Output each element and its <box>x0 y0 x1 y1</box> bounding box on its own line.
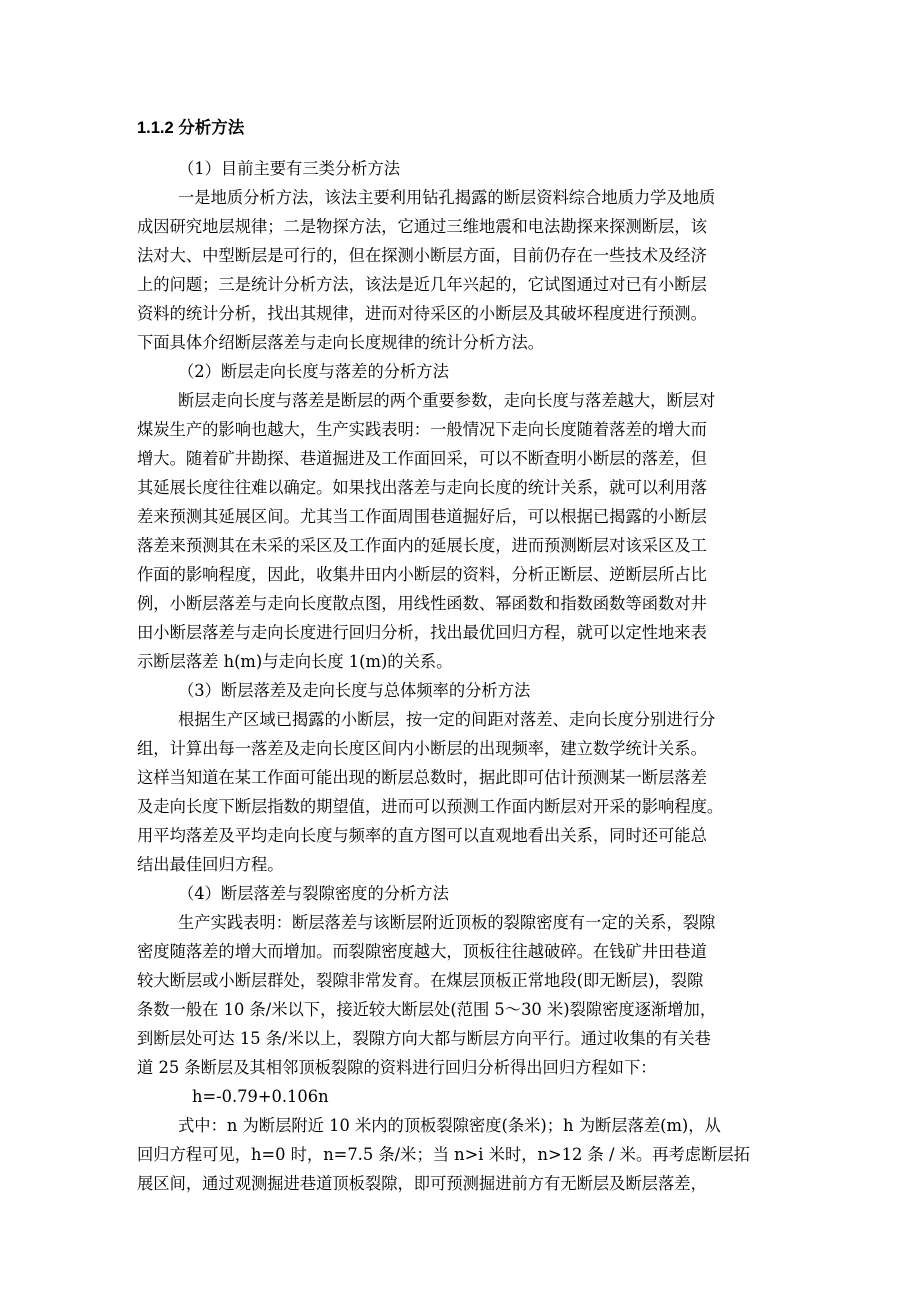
paragraph-line: 上的问题；三是统计分析方法，该法是近几年兴起的，它试图通过对已有小断层 <box>137 275 707 294</box>
paragraph-line: 用平均落差及平均走向长度与频率的直方图可以直观地看出关系，同时还可能总 <box>137 826 707 845</box>
paragraph-line: 回归方程可见，h=0 时，n=7.5 条/米；当 n>i 米时，n>12 条 / 米。再考虑断层拓 <box>137 1145 750 1164</box>
subheading-4: （4）断层落差与裂隙密度的分析方法 <box>178 884 449 903</box>
paragraph-line: 展区间，通过观测掘进巷道顶板裂隙，即可预测掘进前方有无断层及断层落差， <box>137 1174 707 1193</box>
paragraph-line: 到断层处可达 15 条/米以上，裂隙方向大都与断层方向平行。通过收集的有关巷 <box>137 1029 711 1048</box>
paragraph-line: 道 25 条断层及其相邻顶板裂隙的资料进行回归分析得出回归方程如下： <box>137 1058 657 1077</box>
regression-formula: h=-0.79+0.106n <box>192 1087 329 1106</box>
paragraph-line: 生产实践表明：断层落差与该断层附近顶板的裂隙密度有一定的关系，裂隙 <box>178 913 716 932</box>
paragraph-line: 断层走向长度与落差是断层的两个重要参数，走向长度与落差越大，断层对 <box>178 391 716 410</box>
paragraph-line: 一是地质分析方法，该法主要利用钻孔揭露的断层资料综合地质力学及地质 <box>178 188 716 207</box>
section-heading: 1.1.2 分析方法 <box>137 119 245 137</box>
paragraph-line: 其延展长度往往难以确定。如果找出落差与走向长度的统计关系，就可以利用落 <box>137 478 707 497</box>
paragraph-line: 较大断层或小断层群处，裂隙非常发育。在煤层顶板正常地段(即无断层)，裂隙 <box>137 971 704 990</box>
paragraph-line: 田小断层落差与走向长度进行回归分析，找出最优回归方程，就可以定性地来表 <box>137 623 707 642</box>
paragraph-line: 作面的影响程度，因此，收集井田内小断层的资料，分析正断层、逆断层所占比 <box>137 565 707 584</box>
paragraph-line: 及走向长度下断层指数的期望值，进而可以预测工作面内断层对开采的影响程度。 <box>137 797 724 816</box>
paragraph-line: 落差来预测其在未采的采区及工作面内的延展长度，进而预测断层对该采区及工 <box>137 536 707 555</box>
subheading-2: （2）断层走向长度与落差的分析方法 <box>178 362 449 381</box>
paragraph-line: 下面具体介绍断层落差与走向长度规律的统计分析方法。 <box>137 333 545 352</box>
subheading-3: （3）断层落差及走向长度与总体频率的分析方法 <box>178 681 531 700</box>
paragraph-line: 示断层落差 h(m)与走向长度 1(m)的关系。 <box>137 652 453 671</box>
paragraph-line: 成因研究地层规律；二是物探方法，它通过三维地震和电法勘探来探测断层，该 <box>137 217 707 236</box>
paragraph-line: 法对大、中型断层是可行的，但在探测小断层方面，目前仍存在一些技术及经济 <box>137 246 707 265</box>
paragraph-line: 密度随落差的增大而增加。而裂隙密度越大，顶板往往越破碎。在钱矿井田巷道 <box>137 942 707 961</box>
paragraph-line: 资料的统计分析，找出其规律，进而对待采区的小断层及其破坏程度进行预测。 <box>137 304 707 323</box>
subheading-1: （1）目前主要有三类分析方法 <box>178 159 401 178</box>
paragraph-line: 结出最佳回归方程。 <box>137 855 284 874</box>
paragraph-line: 这样当知道在某工作面可能出现的断层总数时，据此即可估计预测某一断层落差 <box>137 768 707 787</box>
paragraph-line: 条数一般在 10 条/米以下，接近较大断层处(范围 5～30 米)裂隙密度逐渐增加， <box>137 1000 717 1019</box>
paragraph-line: 增大。随着矿井勘探、巷道掘进及工作面回采，可以不断查明小断层的落差，但 <box>137 449 707 468</box>
paragraph-line: 例，小断层落差与走向长度散点图，用线性函数、幂函数和指数函数等函数对井 <box>137 594 707 613</box>
paragraph-line: 式中：n 为断层附近 10 米内的顶板裂隙密度(条米)；h 为断层落差(m)，从 <box>178 1116 721 1135</box>
paragraph-line: 差来预测其延展区间。尤其当工作面周围巷道掘好后，可以根据已揭露的小断层 <box>137 507 707 526</box>
paragraph-line: 根据生产区域已揭露的小断层，按一定的间距对落差、走向长度分别进行分 <box>178 710 716 729</box>
paragraph-line: 组，计算出每一落差及走向长度区间内小断层的出现频率，建立数学统计关系。 <box>137 739 707 758</box>
paragraph-line: 煤炭生产的影响也越大，生产实践表明：一般情况下走向长度随着落差的增大而 <box>137 420 707 439</box>
